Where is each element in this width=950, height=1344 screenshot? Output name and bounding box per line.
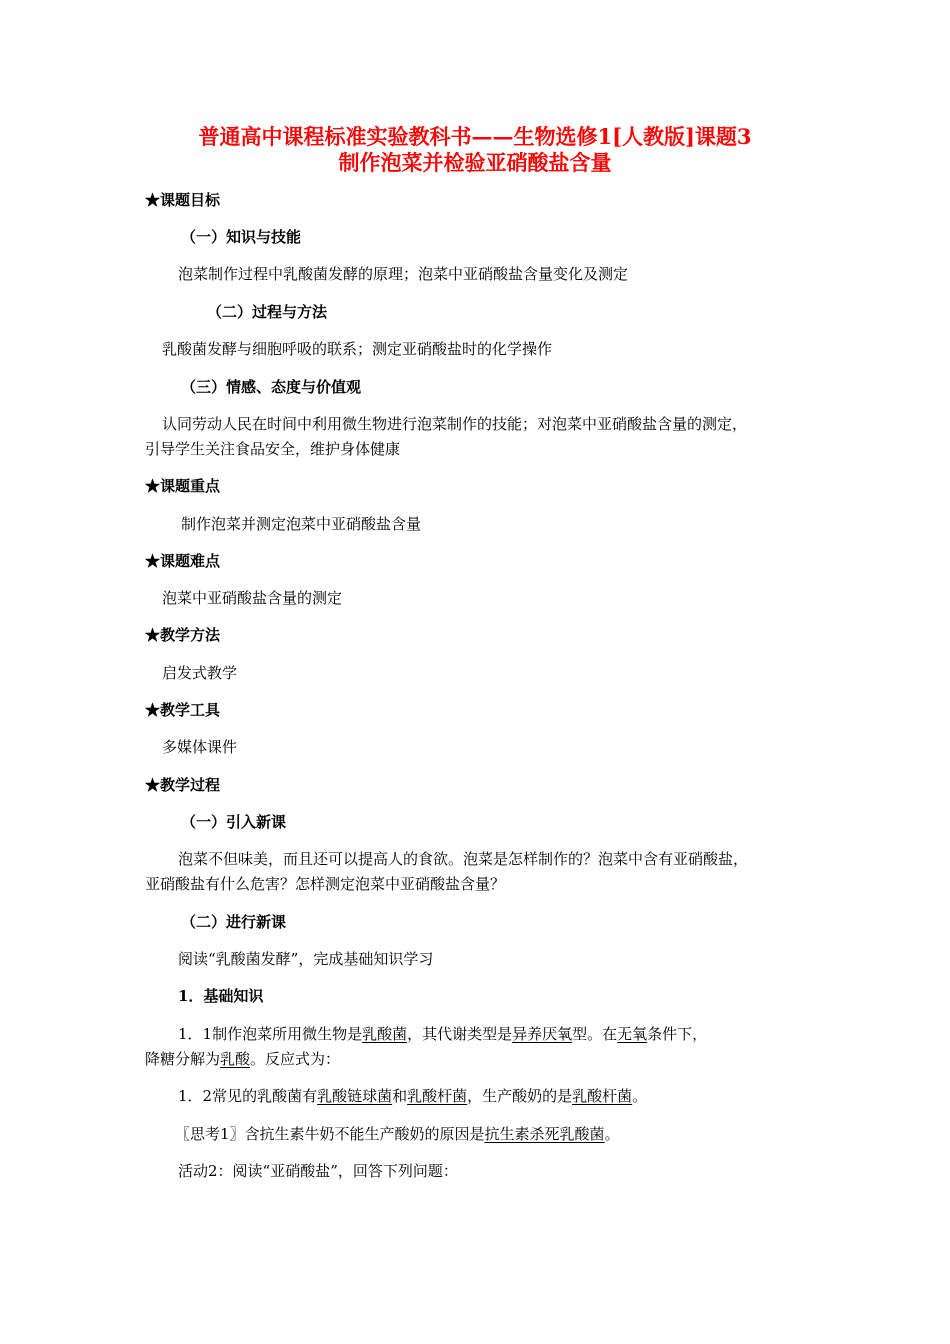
text: 降糖分解为 — [145, 1050, 221, 1068]
paragraph-1-1-line2 — [145, 1047, 340, 1071]
answer-blank: 乳酸杆菌 — [572, 1087, 633, 1105]
answer-blank: 乳酸杆菌 — [407, 1087, 468, 1105]
text: 型。在 — [572, 1025, 618, 1043]
text: 条件下， — [647, 1025, 708, 1043]
paragraph-intro-line2: 亚硝酸盐有什么危害？怎样测定泡菜中亚硝酸盐含量？ — [145, 875, 506, 893]
document-title-line2: 制作泡菜并检验亚硝酸盐含量 — [338, 150, 612, 175]
text: 〖思考1〗含抗生素牛奶不能生产酸奶的原因是 — [175, 1125, 485, 1143]
subheading-attitude-values: （三）情感、态度与价值观 — [181, 378, 362, 396]
text: 1．2常见的乳酸菌有 — [178, 1087, 318, 1105]
paragraph-1-2 — [178, 1084, 647, 1108]
subheading-process-method: （二）过程与方法 — [207, 303, 328, 321]
section-heading-difficulties: ★课题难点 — [145, 552, 221, 570]
paragraph-1-1-line1 — [178, 1022, 707, 1046]
paragraph-knowledge-skills: 泡菜制作过程中乳酸菌发酵的原理；泡菜中亚硝酸盐含量变化及测定 — [178, 265, 629, 283]
subheading-intro: （一）引入新课 — [181, 813, 287, 831]
paragraph-reading-instruction: 阅读“乳酸菌发酵”，完成基础知识学习 — [178, 950, 434, 968]
answer-blank: 乳酸 — [220, 1050, 251, 1068]
text: 和 — [392, 1087, 408, 1105]
paragraph-teaching-method: 启发式教学 — [162, 664, 238, 682]
subheading-knowledge-skills: （一）知识与技能 — [181, 228, 302, 246]
text: ，生产酸奶的是 — [467, 1087, 573, 1105]
section-heading-teaching-tools: ★教学工具 — [145, 701, 221, 719]
paragraph-teaching-tools: 多媒体课件 — [162, 738, 238, 756]
paragraph-process-method: 乳酸菌发酵与细胞呼吸的联系；测定亚硝酸盐时的化学操作 — [162, 340, 553, 358]
section-heading-objectives: ★课题目标 — [145, 191, 221, 209]
text: 。反应式为： — [250, 1050, 341, 1068]
paragraph-attitude-values-line2: 引导学生关注食品安全，维护身体健康 — [145, 440, 401, 458]
paragraph-difficulties: 泡菜中亚硝酸盐含量的测定 — [162, 589, 343, 607]
section-heading-teaching-process: ★教学过程 — [145, 776, 221, 794]
document-title-line1: 普通高中课程标准实验教科书——生物选修1[人教版]课题3 — [198, 124, 752, 149]
answer-blank: 抗生素杀死乳酸菌 — [484, 1125, 605, 1143]
paragraph-key-points: 制作泡菜并测定泡菜中亚硝酸盐含量 — [181, 515, 422, 533]
answer-blank: 乳酸菌 — [362, 1025, 408, 1043]
text: 1．1制作泡菜所用微生物是 — [178, 1025, 363, 1043]
paragraph-attitude-values-line1: 认同劳动人民在时间中利用微生物进行泡菜制作的技能；对泡菜中亚硝酸盐含量的测定， — [162, 415, 748, 433]
text: ，其代谢类型是 — [407, 1025, 513, 1043]
section-heading-teaching-method: ★教学方法 — [145, 626, 221, 644]
answer-blank: 异养厌氧 — [512, 1025, 573, 1043]
paragraph-intro-line1: 泡菜不但味美，而且还可以提高人的食欲。泡菜是怎样制作的？泡菜中含有亚硝酸盐， — [178, 850, 749, 868]
answer-blank: 无氧 — [617, 1025, 648, 1043]
answer-blank: 乳酸链球菌 — [317, 1087, 393, 1105]
subheading-new-lesson: （二）进行新课 — [181, 913, 287, 931]
paragraph-activity-2: 活动2：阅读“亚硝酸盐”，回答下列问题： — [178, 1162, 458, 1180]
subheading-basic-knowledge: 1．基础知识 — [178, 987, 264, 1005]
text: 。 — [604, 1125, 620, 1143]
section-heading-key-points: ★课题重点 — [145, 477, 221, 495]
text: 。 — [632, 1087, 648, 1105]
paragraph-think-1 — [175, 1122, 620, 1146]
